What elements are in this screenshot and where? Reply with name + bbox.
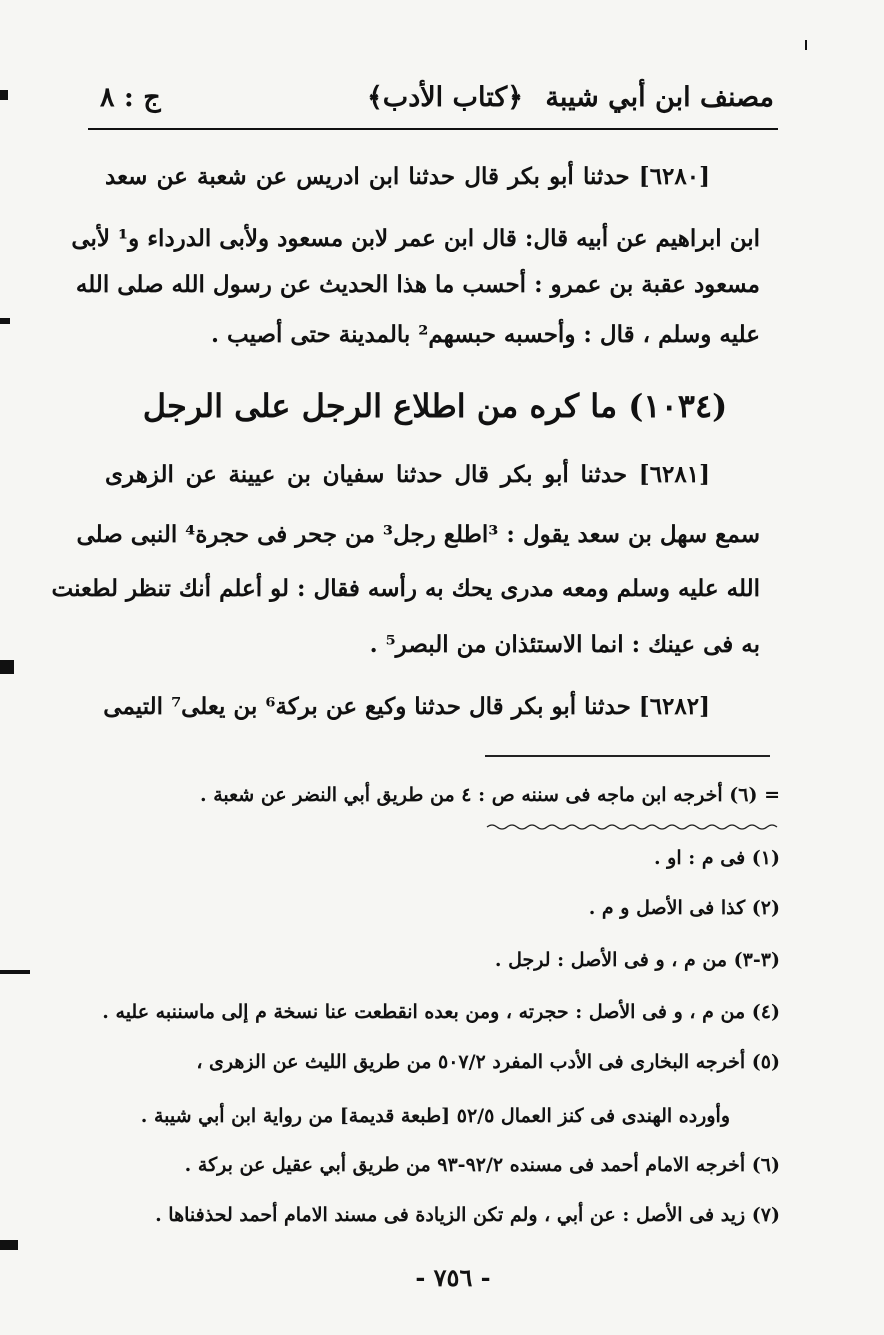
page-number: - ٧٥٦ -	[415, 1263, 491, 1292]
scan-mark	[0, 90, 8, 100]
header-volume: ج : ٨	[100, 82, 161, 113]
text-line: مسعود عقبة بن عمرو : أحسب ما هذا الحديث عن رسول الله صلى الله	[75, 271, 760, 298]
text-line: ابن ابراهيم عن أبيه قال: قال ابن عمر لابن مسعود ولأبى الدرداء و¹ لأبى	[71, 225, 760, 252]
text-line: عليه وسلم ، قال : وأحسبه حبسهم² بالمدينة حتى أصيب .	[210, 321, 760, 348]
scan-mark	[0, 660, 14, 674]
scan-mark	[0, 970, 30, 974]
footnote: (٣-٣) من م ، و فى الأصل : لرجل .	[494, 949, 780, 971]
header-rule	[88, 128, 778, 130]
text-line: [٦٢٨٠] حدثنا أبو بكر قال حدثنا ابن ادريس عن شعبة عن سعد	[105, 163, 710, 190]
scan-mark	[0, 318, 10, 324]
scan-mark	[0, 1240, 18, 1250]
footnote-separator	[485, 755, 770, 757]
footnote-continuation: = (٦) أخرجه ابن ماجه فى سننه ص : ٤ من طريق أبي النضر عن شعبة .	[199, 784, 780, 806]
text-line: سمع سهل بن سعد يقول : ³اطلع رجل³ من جحر فى حجرة⁴ النبى صلى	[76, 521, 760, 548]
footnote: (١) فى م : او .	[653, 847, 780, 869]
header-section-title: ﴿كتاب الأدب﴾	[366, 82, 524, 113]
chapter-heading: (١٠٣٤) ما كره من اطلاع الرجل على الرجل	[142, 387, 728, 425]
footnote: وأورده الهندى فى كنز العمال ٥٢/٥ [طبعة قديمة] من رواية ابن أبي شيبة .	[140, 1105, 730, 1127]
text-line: به فى عينك : انما الاستئذان من البصر⁵ .	[369, 631, 760, 658]
footnote: (٥) أخرجه البخارى فى الأدب المفرد ٥٠٧/٢ من طريق الليث عن الزهرى ،	[196, 1051, 780, 1073]
text-line: [٦٢٨١] حدثنا أبو بكر قال حدثنا سفيان بن عيينة عن الزهرى	[105, 461, 710, 488]
text-line: [٦٢٨٢] حدثنا أبو بكر قال حدثنا وكيع عن بركة⁶ بن يعلى⁷ التيمى	[103, 693, 710, 720]
text-line: الله عليه وسلم ومعه مدرى يحك به رأسه فقال : لو أعلم أنك تنظر لطعنت	[51, 575, 760, 602]
footnote: (٧) زيد فى الأصل : عن أبي ، ولم تكن الزيادة فى مسند الامام أحمد لحذفناها .	[155, 1204, 780, 1226]
header-book-title: مصنف ابن أبي شيبة	[545, 82, 774, 113]
scan-mark	[805, 40, 807, 50]
footnote-wavy-rule	[487, 823, 777, 831]
footnote: (٢) كذا فى الأصل و م .	[588, 897, 780, 919]
footnote: (٤) من م ، و فى الأصل : حجرته ، ومن بعده انقطعت عنا نسخة م إلى ماسننبه عليه .	[102, 1001, 780, 1023]
footnote: (٦) أخرجه الامام أحمد فى مسنده ٩٢/٢-٩٣ من طريق أبي عقيل عن بركة .	[184, 1154, 780, 1176]
